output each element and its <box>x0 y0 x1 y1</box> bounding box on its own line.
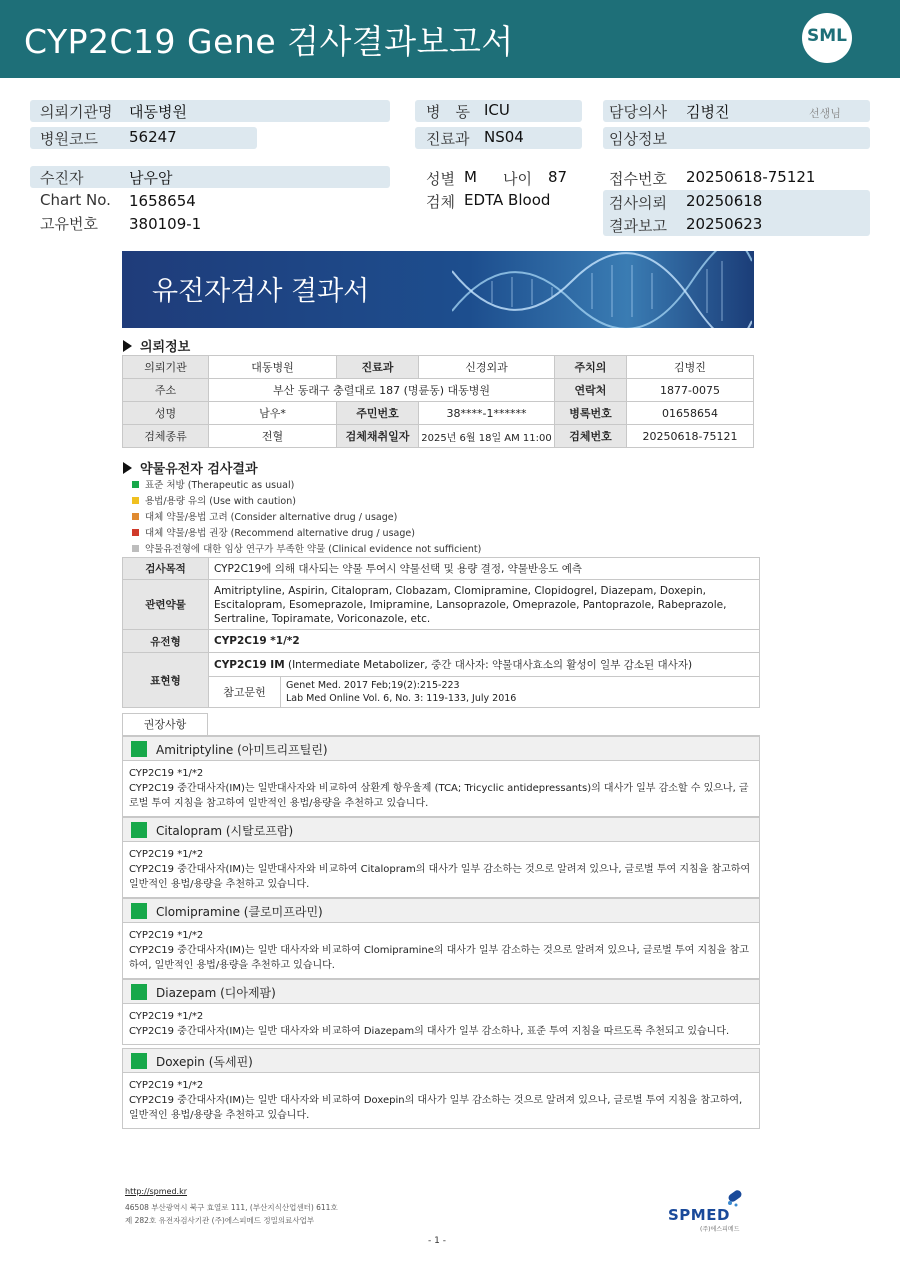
chart-label: Chart No. <box>40 191 111 209</box>
age-label: 나이 <box>503 170 532 188</box>
hospital-label: 의뢰기관명 <box>40 103 113 121</box>
legend-item: 약물유전형에 대한 임상 연구가 부족한 약물 (Clinical evidence not sufficient) <box>132 541 481 555</box>
report-title: CYP2C19 Gene 검사결과보고서 <box>24 22 514 61</box>
dna-helix-icon <box>452 251 752 328</box>
request-section-title: 의뢰정보 <box>123 336 190 355</box>
table-row <box>123 653 760 677</box>
legend-item: 대체 약물/용법 권장 (Recommend alternative drug / usage) <box>132 525 415 539</box>
sex-value: M <box>464 168 477 186</box>
chart-value: 1658654 <box>129 192 196 210</box>
dept-value: NS04 <box>484 128 524 146</box>
report-header <box>0 0 900 78</box>
drug-header: Diazepam (디아제팜) <box>123 980 759 1004</box>
table-cell: 20250618-75121 <box>627 425 754 448</box>
doctor-value: 김병진 <box>686 103 730 121</box>
green-square-icon <box>131 1053 147 1069</box>
gray-square-icon <box>132 545 139 552</box>
report-date-value: 20250623 <box>686 215 763 233</box>
orange-square-icon <box>132 513 139 520</box>
page-number: - 1 - <box>428 1236 446 1246</box>
table-cell: 김병진 <box>627 356 754 379</box>
green-square-icon <box>131 741 147 757</box>
age-value: 87 <box>548 168 568 186</box>
table-row <box>123 356 754 379</box>
drug-header: Doxepin (독세핀) <box>123 1049 759 1073</box>
req-date-label: 검사의뢰 <box>609 194 667 212</box>
recommendation-card: Diazepam (디아제팜) CYP2C19 *1/*2 CYP2C19 중간대사자(IM)는 일반 대사자와 비교하여 Diazepam의 대사가 일부 감소하나, 표준 투여 지침을 따르도록 추천되고 있습니다. <box>122 979 760 1045</box>
code-label: 병원코드 <box>40 130 98 148</box>
request-info-table <box>122 355 754 448</box>
doctor-label: 담당의사 <box>609 103 667 121</box>
table-cell: 검체번호 <box>555 425 627 448</box>
table-cell: 검체채취일자 <box>337 425 419 448</box>
code-value: 56247 <box>129 128 177 146</box>
table-cell: 주치의 <box>555 356 627 379</box>
table-cell: 검사목적 <box>123 558 209 580</box>
related-drugs-value: Amitriptyline, Aspirin, Citalopram, Clobazam, Clomipramine, Clopidogrel, Diazepam, Doxepin, Escitalopram, Esomeprazole, Imipramine, Lansoprazole, Omeprazole, Pantoprazole, Rabeprazole, Sertraline, Topiramate, Voriconazole, etc. <box>209 580 760 630</box>
table-cell: 주소 <box>123 379 209 402</box>
uid-value: 380109-1 <box>129 215 202 233</box>
red-square-icon <box>132 529 139 536</box>
sml-logo: SML <box>802 13 852 63</box>
table-cell: 의뢰기관 <box>123 356 209 379</box>
table-cell: 2025년 6월 18일 AM 11:00 <box>419 425 555 448</box>
table-row <box>123 425 754 448</box>
recommendation-card: Amitriptyline (아미트리프틸린) CYP2C19 *1/*2 CYP2C19 중간대사자(IM)는 일반대사자와 비교하여 삼환계 항우울제 (TCA; Tricyclic antidepressants)의 대사가 일부 감소할 수 있으나, 글로벌 투여 지침을 참고하여 일반적인 용법/용량을 추천하고 있습니다. <box>122 736 760 817</box>
sex-label: 성별 <box>426 170 455 188</box>
recommendation-card: Doxepin (독세핀) CYP2C19 *1/*2 CYP2C19 중간대사자(IM)는 일반 대사자와 비교하여 Doxepin의 대사가 일부 감소하는 것으로 알려져 있으나, 글로벌 투여 지침을 참고하여, 일반적인 용법/용량을 추천하고 있습니다. <box>122 1048 760 1129</box>
patient-row <box>30 166 390 188</box>
phenotype-value: CYP2C19 IM (Intermediate Metabolizer, 중간 대사자: 약물대사효소의 활성이 일부 감소된 대사자) <box>209 653 760 677</box>
green-square-icon <box>131 903 147 919</box>
green-square-icon <box>132 481 139 488</box>
legend-item: 대체 약물/용법 고려 (Consider alternative drug / usage) <box>132 509 397 523</box>
table-cell: 01658654 <box>627 402 754 425</box>
capsule-icon <box>724 1188 746 1208</box>
specimen-label: 검체 <box>426 193 455 211</box>
spmed-logo-sub: (주)에스피메드 <box>700 1226 740 1233</box>
table-cell: 주민번호 <box>337 402 419 425</box>
table-cell: 남우* <box>209 402 337 425</box>
table-row <box>123 558 760 580</box>
dept-label: 진료과 <box>426 130 470 148</box>
table-cell: 1877-0075 <box>627 379 754 402</box>
patient-value: 남우암 <box>129 169 173 187</box>
references-value: Genet Med. 2017 Feb;19(2):215-223 Lab Med Online Vol. 6, No. 3: 119-133, July 2016 <box>281 677 760 708</box>
clinical-label: 임상정보 <box>609 130 667 148</box>
table-cell: 병록번호 <box>555 402 627 425</box>
table-cell: 유전형 <box>123 630 209 653</box>
req-date-value: 20250618 <box>686 192 763 210</box>
result-section-title: 약물유전자 검사결과 <box>123 458 258 477</box>
report-banner <box>122 251 754 328</box>
legend-item: 표준 처방 (Therapeutic as usual) <box>132 477 294 491</box>
spmed-logo: SPMED <box>668 1206 730 1224</box>
table-cell: 성명 <box>123 402 209 425</box>
legend-item: 용법/용량 유의 (Use with caution) <box>132 493 296 507</box>
table-cell: 신경외과 <box>419 356 555 379</box>
specimen-value: EDTA Blood <box>464 191 551 209</box>
green-square-icon <box>131 822 147 838</box>
footer-address: 46508 부산광역시 북구 효열로 111, (부산지식산업센터) 611호 <box>125 1203 338 1212</box>
banner-title: 유전자검사 결과서 <box>152 276 370 307</box>
table-cell: 참고문헌 <box>209 677 281 708</box>
table-cell: 관련약물 <box>123 580 209 630</box>
receipt-value: 20250618-75121 <box>686 168 816 186</box>
hospital-value: 대동병원 <box>129 103 187 121</box>
table-cell: 검체종류 <box>123 425 209 448</box>
table-cell: 진료과 <box>337 356 419 379</box>
recommendation-card: Citalopram (시탈로프람) CYP2C19 *1/*2 CYP2C19 중간대사자(IM)는 일반대사자와 비교하여 Citalopram의 대사가 일부 감소하는 것으로 알려져 있으나, 글로벌 투여 지침을 참고하여 일반적인 용법/용량을 추천하고 있습니다. <box>122 817 760 898</box>
table-cell: 부산 동래구 충렬대로 187 (명륜동) 대동병원 <box>209 379 555 402</box>
uid-label: 고유번호 <box>40 215 98 233</box>
ward-value: ICU <box>484 101 510 119</box>
doctor-suffix: 선생님 <box>809 107 841 120</box>
result-table <box>122 557 760 708</box>
table-cell: 대동병원 <box>209 356 337 379</box>
table-row <box>123 630 760 653</box>
recommendation-tab: 권장사항 <box>122 713 208 736</box>
table-row <box>123 402 754 425</box>
footer-link[interactable]: http://spmed.kr <box>125 1187 188 1196</box>
drug-header: Citalopram (시탈로프람) <box>123 818 759 842</box>
table-row <box>123 379 754 402</box>
table-cell: 전혈 <box>209 425 337 448</box>
triangle-bullet-icon <box>123 462 132 474</box>
purpose-value: CYP2C19에 의해 대사되는 약물 투여시 약물선택 및 용량 결정, 약물반응도 예측 <box>209 558 760 580</box>
table-cell: 표현형 <box>123 653 209 708</box>
genotype-value: CYP2C19 *1/*2 <box>209 630 760 653</box>
recommendation-card: Clomipramine (클로미프라민) CYP2C19 *1/*2 CYP2C19 중간대사자(IM)는 일반 대사자와 비교하여 Clomipramine의 대사가 일부 감소하는 것으로 알려져 있으나, 글로벌 투여 지침을 참고하여, 일반적인 용법/용량을 추천하고 있습니다. <box>122 898 760 979</box>
patient-label: 수진자 <box>40 169 84 187</box>
table-cell: 38****-1****** <box>419 402 555 425</box>
ward-label: 병 동 <box>426 103 470 121</box>
footer-license: 제 282호 유전자검사기관 (주)에스피메드 정밀의료사업부 <box>125 1216 315 1225</box>
triangle-bullet-icon <box>123 340 132 352</box>
green-square-icon <box>131 984 147 1000</box>
table-cell: 연락처 <box>555 379 627 402</box>
table-row <box>123 580 760 630</box>
drug-header: Clomipramine (클로미프라민) <box>123 899 759 923</box>
drug-header: Amitriptyline (아미트리프틸린) <box>123 737 759 761</box>
report-date-label: 결과보고 <box>609 217 667 235</box>
table-row <box>123 677 760 708</box>
receipt-label: 접수번호 <box>609 170 667 188</box>
yellow-square-icon <box>132 497 139 504</box>
